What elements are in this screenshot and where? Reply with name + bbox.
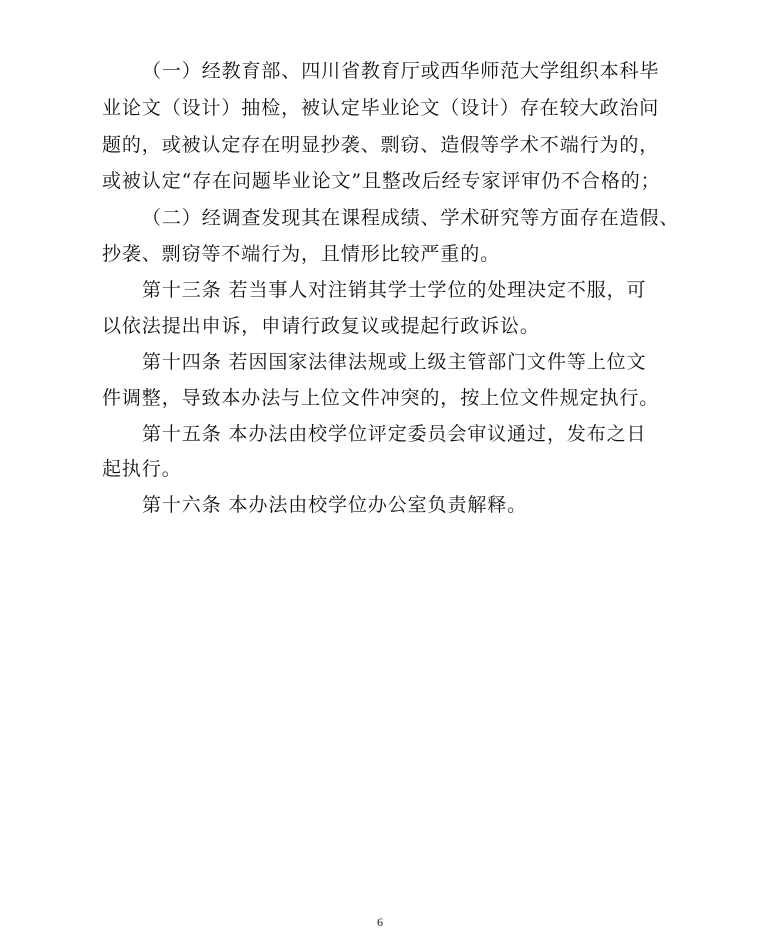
paragraph-line: 起执行。 [102, 458, 182, 480]
article-13-line: 第十三条 若当事人对注销其学士学位的处理决定不服，可 [142, 279, 647, 301]
paragraph-line: 或被认定“存在问题毕业论文”且整改后经专家评审仍不合格的； [102, 170, 661, 192]
paragraph-line: 抄袭、剽窃等不端行为，且情形比较严重的。 [102, 243, 501, 265]
paragraph-line: 件调整，导致本办法与上位文件冲突的，按上位文件规定执行。 [102, 387, 660, 409]
paragraph-line: 题的，或被认定存在明显抄袭、剽窃、造假等学术不端行为的， [102, 134, 660, 156]
paragraph-line: 业论文（设计）抽检，被认定毕业论文（设计）存在较大政治问 [102, 97, 660, 119]
paragraph-line: （二）经调查发现其在课程成绩、学术研究等方面存在造假、 [142, 207, 680, 229]
page-number: 6 [377, 915, 383, 929]
article-16-line: 第十六条 本办法由校学位办公室负责解释。 [142, 494, 528, 516]
paragraph-line: 以依法提出申诉，申请行政复议或提起行政诉讼。 [102, 315, 540, 337]
paragraph-line: （一）经教育部、四川省教育厅或西华师范大学组织本科毕 [142, 60, 660, 82]
article-14-line: 第十四条 若因国家法律法规或上级主管部门文件等上位文 [142, 351, 647, 373]
article-15-line: 第十五条 本办法由校学位评定委员会审议通过，发布之日 [142, 423, 647, 445]
